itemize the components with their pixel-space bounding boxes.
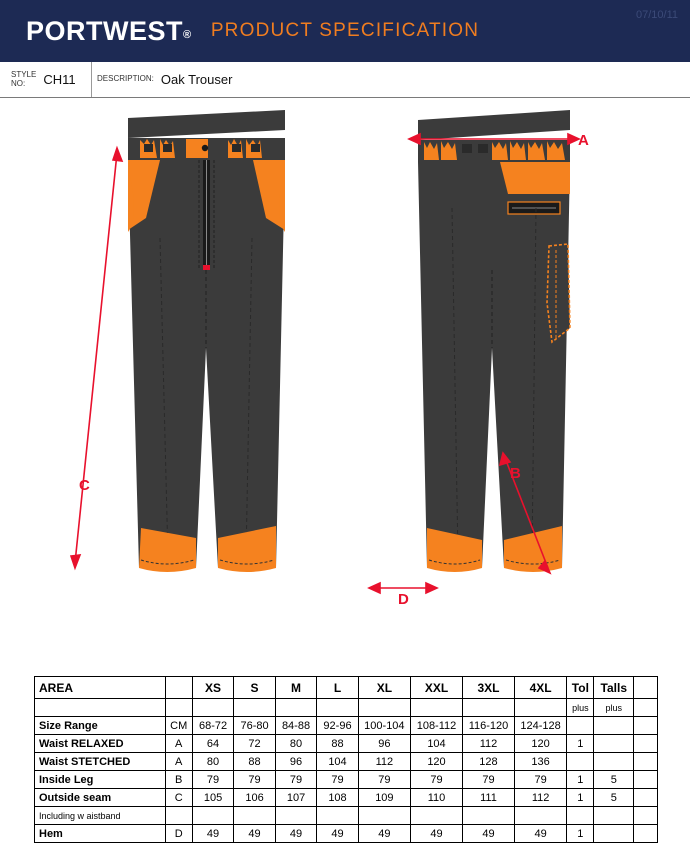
front-view [128,110,285,572]
row-value: 92-96 [317,717,358,735]
row-value [317,807,358,825]
row-end [634,735,658,753]
subhead-m [275,699,316,717]
table-subheader-row [35,699,658,717]
row-tolerance: 1 [567,771,594,789]
row-tolerance [567,753,594,771]
col-area: AREA [35,677,166,699]
table-row [35,825,658,843]
row-value: 109 [358,789,410,807]
measurement-table [34,676,658,843]
page-header [0,0,690,62]
row-value: 79 [358,771,410,789]
col-l: L [317,677,358,699]
row-value: 49 [411,825,463,843]
logo-text: PORTWEST [26,15,183,46]
style-label: STYLE NO: [11,70,37,88]
row-value: 49 [462,825,514,843]
row-value [411,807,463,825]
row-tolerance: 1 [567,735,594,753]
header-date: 07/10/11 [635,9,678,21]
logo-registered-mark: ® [183,28,192,41]
row-value: 110 [411,789,463,807]
row-value: 136 [514,753,566,771]
subhead-xl [358,699,410,717]
subhead-s [234,699,275,717]
description-cell [92,62,690,97]
table-row [35,807,658,825]
row-value: 49 [514,825,566,843]
callout-label-B: B [510,465,521,482]
row-value: 79 [462,771,514,789]
row-value: 79 [514,771,566,789]
row-value: 112 [514,789,566,807]
row-value: 112 [462,735,514,753]
col-talls: Talls [594,677,634,699]
subhead-end [634,699,658,717]
row-value: 104 [317,753,358,771]
col-unit [165,677,192,699]
row-label: Size Range [35,717,166,735]
row-value: 96 [358,735,410,753]
col-s: S [234,677,275,699]
row-value: 88 [317,735,358,753]
row-label: Waist STETCHED [35,753,166,771]
table-row [35,735,658,753]
row-unit: CM [165,717,192,735]
row-value: 49 [317,825,358,843]
table-row [35,771,658,789]
row-unit [165,807,192,825]
row-value: 120 [411,753,463,771]
col-xl: XL [358,677,410,699]
row-value [514,807,566,825]
row-value: 79 [192,771,233,789]
row-end [634,753,658,771]
row-label: Outside seam [35,789,166,807]
row-value: 88 [234,753,275,771]
row-value: 49 [358,825,410,843]
subhead-unit [165,699,192,717]
row-value: 112 [358,753,410,771]
row-value: 49 [234,825,275,843]
row-value: 49 [192,825,233,843]
row-value: 104 [411,735,463,753]
subhead-xxl [411,699,463,717]
col-tol: Tol [567,677,594,699]
row-value: 100-104 [358,717,410,735]
row-value: 96 [275,753,316,771]
row-label: Hem [35,825,166,843]
row-value: 128 [462,753,514,771]
row-value: 79 [275,771,316,789]
row-tolerance: 1 [567,789,594,807]
row-value: 76-80 [234,717,275,735]
row-value: 68-72 [192,717,233,735]
subhead-tol: plus [567,699,594,717]
col-xxl: XXL [411,677,463,699]
row-talls [594,807,634,825]
style-value: CH11 [43,72,76,87]
row-value: 108 [317,789,358,807]
subhead-l [317,699,358,717]
description-value: Oak Trouser [160,72,233,87]
row-talls [594,735,634,753]
row-value [462,807,514,825]
row-end [634,807,658,825]
row-value: 79 [234,771,275,789]
description-label: DESCRIPTION: [97,74,154,84]
table-row [35,753,658,771]
col-3xl: 3XL [462,677,514,699]
row-value [358,807,410,825]
row-tolerance [567,717,594,735]
row-value: 111 [462,789,514,807]
row-label: Including w aistband [35,807,166,825]
subhead-talls: plus [594,699,634,717]
table-row [35,789,658,807]
row-value: 80 [192,753,233,771]
row-unit: A [165,735,192,753]
portwest-logo [26,16,192,47]
row-talls [594,717,634,735]
row-value: 106 [234,789,275,807]
row-label: Waist RELAXED [35,735,166,753]
row-end [634,771,658,789]
row-unit: C [165,789,192,807]
col-m: M [275,677,316,699]
row-value [234,807,275,825]
subhead-xs [192,699,233,717]
col-end [634,677,658,699]
subhead-4xl [514,699,566,717]
row-value: 107 [275,789,316,807]
page-title: PRODUCT SPECIFICATION [210,20,480,41]
row-value [275,807,316,825]
callout-label-D: D [398,591,409,608]
row-value: 49 [275,825,316,843]
row-unit: B [165,771,192,789]
col-xs: XS [192,677,233,699]
row-value [192,807,233,825]
col-4xl: 4XL [514,677,566,699]
row-talls: 5 [594,771,634,789]
row-unit: D [165,825,192,843]
table-row [35,717,658,735]
row-label: Inside Leg [35,771,166,789]
row-value: 124-128 [514,717,566,735]
row-value: 72 [234,735,275,753]
subhead-area [35,699,166,717]
row-value: 108-112 [411,717,463,735]
subhead-3xl [462,699,514,717]
row-value: 79 [411,771,463,789]
row-tolerance: 1 [567,825,594,843]
row-value: 120 [514,735,566,753]
row-end [634,717,658,735]
row-tolerance [567,807,594,825]
callout-label-A: A [578,132,589,149]
row-talls: 5 [594,789,634,807]
row-value: 79 [317,771,358,789]
row-end [634,789,658,807]
row-talls [594,825,634,843]
row-value: 84-88 [275,717,316,735]
back-view [418,110,570,572]
row-value: 116-120 [462,717,514,735]
row-value: 64 [192,735,233,753]
style-cell [6,62,92,97]
technical-drawing [0,98,690,668]
row-value: 105 [192,789,233,807]
row-value: 80 [275,735,316,753]
style-description-bar [0,62,690,98]
row-talls [594,753,634,771]
callout-label-C: C [79,477,90,494]
table-header-row [35,677,658,699]
row-end [634,825,658,843]
row-unit: A [165,753,192,771]
